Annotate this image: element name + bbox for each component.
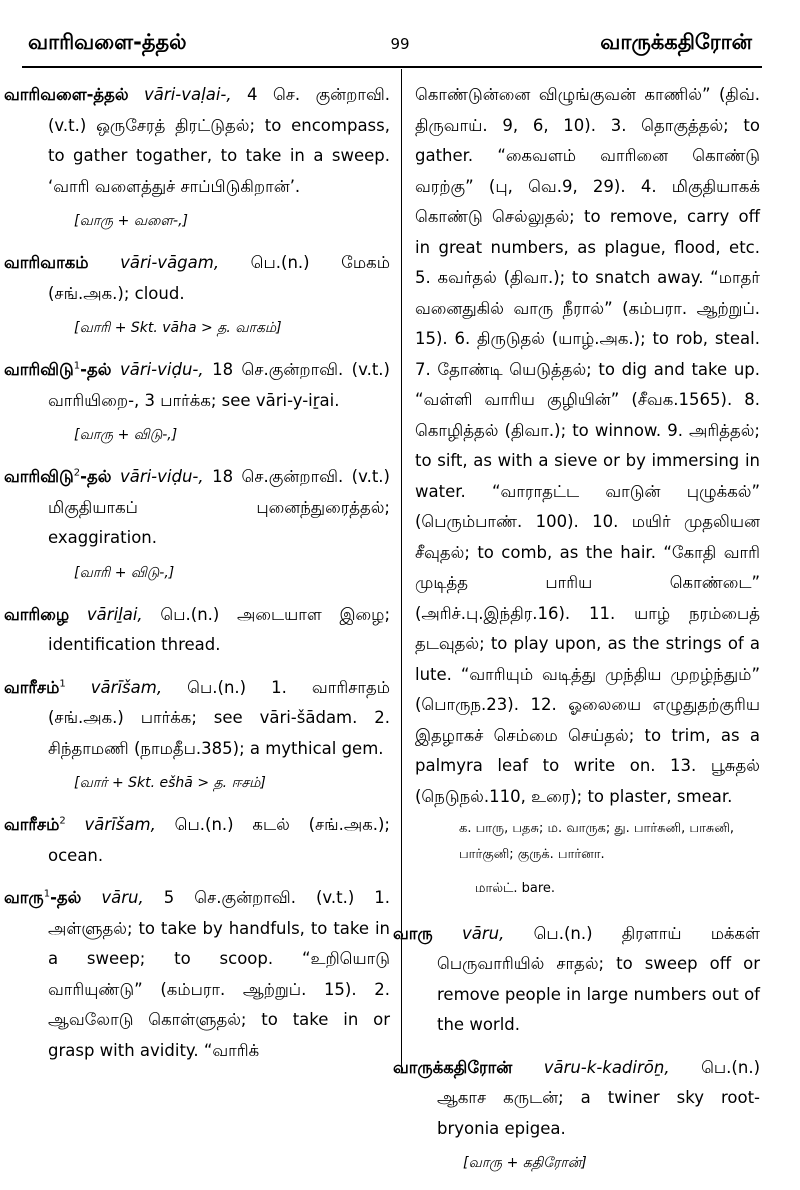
cognates: க. பாரு, பதசு; ம. வாருக; து. பார்சுனி, பாசுனி, பார்குனி; குருக். பார்னா.: [459, 821, 735, 862]
right-guide-word: வாருக்கதிரோன்: [600, 30, 752, 54]
headword-suffix: -தல்: [80, 467, 112, 486]
dictionary-entry: [4, 673, 391, 795]
page-header: [0, 0, 800, 68]
headword: வாரீசம்: [4, 677, 60, 697]
dictionary-entry: [393, 919, 760, 1041]
definition: பெ.(n.) 1. வாரிசாதம் (சங்.அக.) பார்க்க; see vāri-šādam. 2. சிந்தாமணி (நாமதீப.385); a mythical gem.: [48, 677, 391, 758]
dictionary-entry: [4, 810, 390, 871]
romanization: vāru-k-kadirōṉ,: [543, 1057, 670, 1077]
homograph-number: 2: [59, 815, 66, 827]
etymology: [வாரு + விடு-,]: [74, 427, 178, 443]
right-column: [393, 80, 761, 1190]
dictionary-entry: [4, 462, 390, 584]
etymology: [வாரி + விடு-,]: [74, 564, 175, 581]
homograph-number: 1: [73, 360, 81, 372]
headword: வாரீசம்: [4, 815, 60, 834]
romanization: vāru,: [101, 888, 144, 907]
definition: பெ.(n.) அடையாள இழை; identification thread.: [48, 604, 391, 654]
dictionary-entry: [4, 80, 391, 232]
homograph-number: 1: [43, 888, 51, 900]
etymology: [வாரி + Skt. vāha > த. வாகம்]: [74, 320, 282, 336]
headword-suffix: -தல்: [50, 888, 82, 907]
etymology: [வாரு + வளை-,]: [74, 213, 189, 229]
headword: வாரிவளை-த்தல்: [4, 85, 129, 104]
definition: 5 செ.குன்றாவி. (v.t.) 1. அள்ளுதல்; to take by handfuls, to take in a sweep; to scoop. “உறியொடு வாரியுண்டு” (கம்பரா. ஆற்றுப். 15). 2. ஆவலோடு கொள்ளுதல்; to take in or grasp with avidity. “வாரிக்: [48, 888, 391, 1060]
definition: 18 செ.குன்றாவி. (v.t.) வாரியிறை-, 3 பார்க்க; see vāri-y-iṟai.: [48, 360, 390, 410]
headword: வாரிவாகம்: [4, 253, 89, 272]
left-guide-word: வாரிவளை-த்தல்: [28, 30, 187, 54]
left-column: [4, 80, 391, 1078]
romanization: vārīšam,: [90, 677, 163, 697]
etymology: [வாரு + கதிரோன்]: [463, 1155, 587, 1171]
etymology: [வார் + Skt. ešhā > த. ஈசம்]: [74, 775, 266, 791]
romanization: vāri-viḍu-,: [119, 467, 204, 486]
definition-continued: கொண்டுன்னை விழுங்குவன் காணில்” (திவ். திருவாய். 9, 6, 10). 3. தொகுத்தல்; to gather. “கைவளம் வாரினை கொண்டு வரற்கு” (பு, வெ.9, 29). 4. மிகுதியாகக் கொண்டு செல்லுதல்; to remove, carry off in great numbers, as plague, flood, etc. 5. கவர்தல் (திவா.); to snatch away. “மாதர் வனைதுகில் வாரு நீரால்” (கம்பரா. ஆற்றுப். 15). 6. திருடுதல் (யாழ்.அக.); to rob, steal. 7. தோண்டி யெடுத்தல்; to dig and take up. “வள்ளி வாரிய குழியின்” (சீவக.1565). 8. கொழித்தல் (திவா.); to winnow. 9. அரித்தல்; to sift, as with a sieve or by immersing in water. “வாராதட்ட வாடுன் புழுக்கல்” (பெரும்பாண். 100). 10. மயிர் முதலியன சீவுதல்; to comb, as the hair. “கோதி வாரி முடித்த பாரிய கொண்டை” (அரிச்.பு.இந்திர.16). 11. யாழ் நரம்பைத் தடவுதல்; to play upon, as the strings of a lute. “வாரியும் வடித்து முந்திய முறழ்ந்தும்” (பொருந.23). 12. ஓலையை எழுதுதற்குரிய இதழாகச் செம்மை செய்தல்; to trim, as a palmyra leaf to write on. 13. பூசுதல் (நெடுநல்.110, உரை); to plaster, smear.: [415, 85, 760, 806]
dictionary-entry: [4, 600, 391, 661]
dictionary-entry: [4, 883, 391, 1066]
headword: வாரிவிடு: [4, 360, 74, 379]
definition: பெ.(n.) கடல் (சங்.அக.); ocean.: [48, 815, 390, 865]
column-divider: [401, 69, 402, 1072]
headword: வாரு: [393, 923, 433, 943]
cognate-note: மால்ட். bare.: [475, 881, 556, 896]
homograph-number: 1: [59, 678, 66, 689]
romanization: vāriḻai,: [86, 604, 143, 624]
homograph-number: 2: [73, 467, 81, 479]
headword: வாருக்கதிரோன்: [393, 1057, 513, 1077]
page-number: 99: [390, 35, 410, 53]
dictionary-entry: [4, 248, 391, 339]
headword: வாரு: [4, 888, 44, 907]
romanization: vāri-vāgam,: [120, 253, 220, 272]
entry-continuation: [415, 80, 760, 905]
definition: பெ.(n.) ஆகாச கருடன்; a twiner sky root-bryonia epigea.: [437, 1057, 761, 1138]
dictionary-entry: [4, 355, 390, 446]
romanization: vāru,: [461, 923, 505, 943]
definition: 18 செ.குன்றாவி. (v.t.) மிகுதியாகப் புனைந்துரைத்தல்; exaggiration.: [48, 467, 390, 547]
headword: வாரிழை: [4, 604, 70, 624]
definition: பெ.(n.) மேகம் (சங்.அக.); cloud.: [48, 253, 391, 303]
definition: பெ.(n.) திரளாய் மக்கள் பெருவாரியில் சாதல்; to sweep off or remove people in large numbers out of the world.: [437, 923, 760, 1034]
header-rule: [22, 66, 762, 68]
dictionary-entry: [393, 1053, 761, 1175]
headword-suffix: -தல்: [80, 360, 112, 379]
definition: 4 செ. குன்றாவி. (v.t.) ஒருசேரத் திரட்டுதல்; to encompass, to gather togather, to take in a sweep. ‘வாரி வளைத்துச் சாப்பிடுகிறான்’.: [48, 85, 391, 196]
romanization: vāri-viḍu-,: [119, 360, 204, 379]
romanization: vārīšam,: [84, 815, 156, 834]
romanization: vāri-vaḷai-,: [144, 85, 232, 104]
headword: வாரிவிடு: [4, 467, 74, 486]
